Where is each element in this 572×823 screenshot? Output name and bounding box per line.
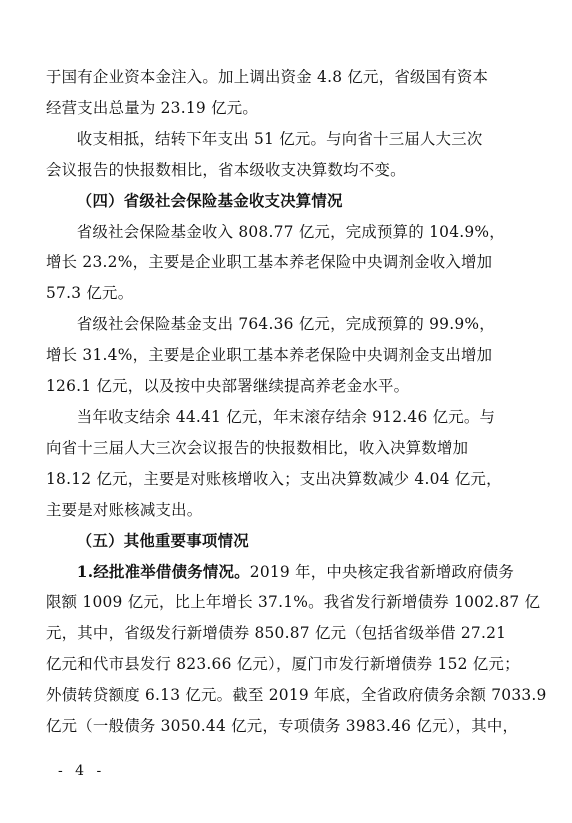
text-line: 元，其中，省级发行新增债券 850.87 亿元（包括省级举借 27.21	[46, 624, 507, 643]
paragraph-balance	[46, 124, 530, 186]
paragraph-debt	[46, 557, 547, 742]
text-line: 126.1 亿元，以及按中央部署继续提高养老金水平。	[46, 377, 410, 396]
text-line: 省级社会保险基金支出 764.36 亿元，完成预算的 99.9%，	[76, 315, 495, 334]
text-line: 18.12 亿元，主要是对账核增收入；支出决算数减少 4.04 亿元，	[46, 469, 502, 488]
text-line: 会议报告的快报数相比，省本级收支决算数均不变。	[46, 160, 406, 179]
text-line: 增长 23.2%，主要是企业职工基本养老保险中央调剂金收入增加	[46, 253, 493, 272]
paragraph-social-insurance-expenditure	[46, 309, 530, 402]
text-line: 57.3 亿元。	[46, 284, 134, 303]
paragraph-social-insurance-income	[46, 217, 530, 310]
text-line: 主要是对账核减支出。	[46, 500, 203, 519]
page-number: - 4 -	[58, 763, 106, 779]
text-line: 外债转贷额度 6.13 亿元。截至 2019 年底，全省政府债务余额 7033.9	[46, 686, 547, 705]
section-heading-four: （四）省级社会保险基金收支决算情况	[76, 191, 343, 210]
text-line: 亿元（一般债务 3050.44 亿元，专项债务 3983.46 亿元），其中，	[46, 717, 519, 736]
text-line	[46, 557, 530, 588]
text-line: 当年收支结余 44.41 亿元，年末滚存结余 912.46 亿元。与	[76, 407, 496, 426]
text-line: 经营支出总量为 23.19 亿元。	[46, 98, 259, 117]
text-line: 收支相抵，结转下年支出 51 亿元。与向省十三届人大三次	[76, 129, 483, 148]
debt-first-line-rest: 2019 年，中央核定我省新增政府债务	[249, 562, 515, 581]
text-line: 向省十三届人大三次会议报告的快报数相比，收入决算数增加	[46, 438, 469, 457]
text-line: 增长 31.4%，主要是企业职工基本养老保险中央调剂金支出增加	[46, 346, 493, 365]
paragraph-continuation	[46, 62, 530, 124]
paragraph-social-insurance-balance	[46, 402, 530, 526]
text-line: 于国有企业资本金注入。加上调出资金 4.8 亿元，省级国有资本	[46, 68, 489, 86]
section-heading-five: （五）其他重要事项情况	[76, 531, 249, 550]
debt-lead-text: 1.经批准举借债务情况。	[76, 562, 250, 581]
text-line: 亿元和代市县发行 823.66 亿元），厦门市发行新增债券 152 亿元；	[46, 655, 520, 674]
text-line: 限额 1009 亿元，比上年增长 37.1%。我省发行新增债券 1002.87 亿	[46, 593, 541, 612]
text-line: 省级社会保险基金收入 808.77 亿元，完成预算的 104.9%，	[76, 222, 505, 241]
document-body	[46, 62, 547, 742]
